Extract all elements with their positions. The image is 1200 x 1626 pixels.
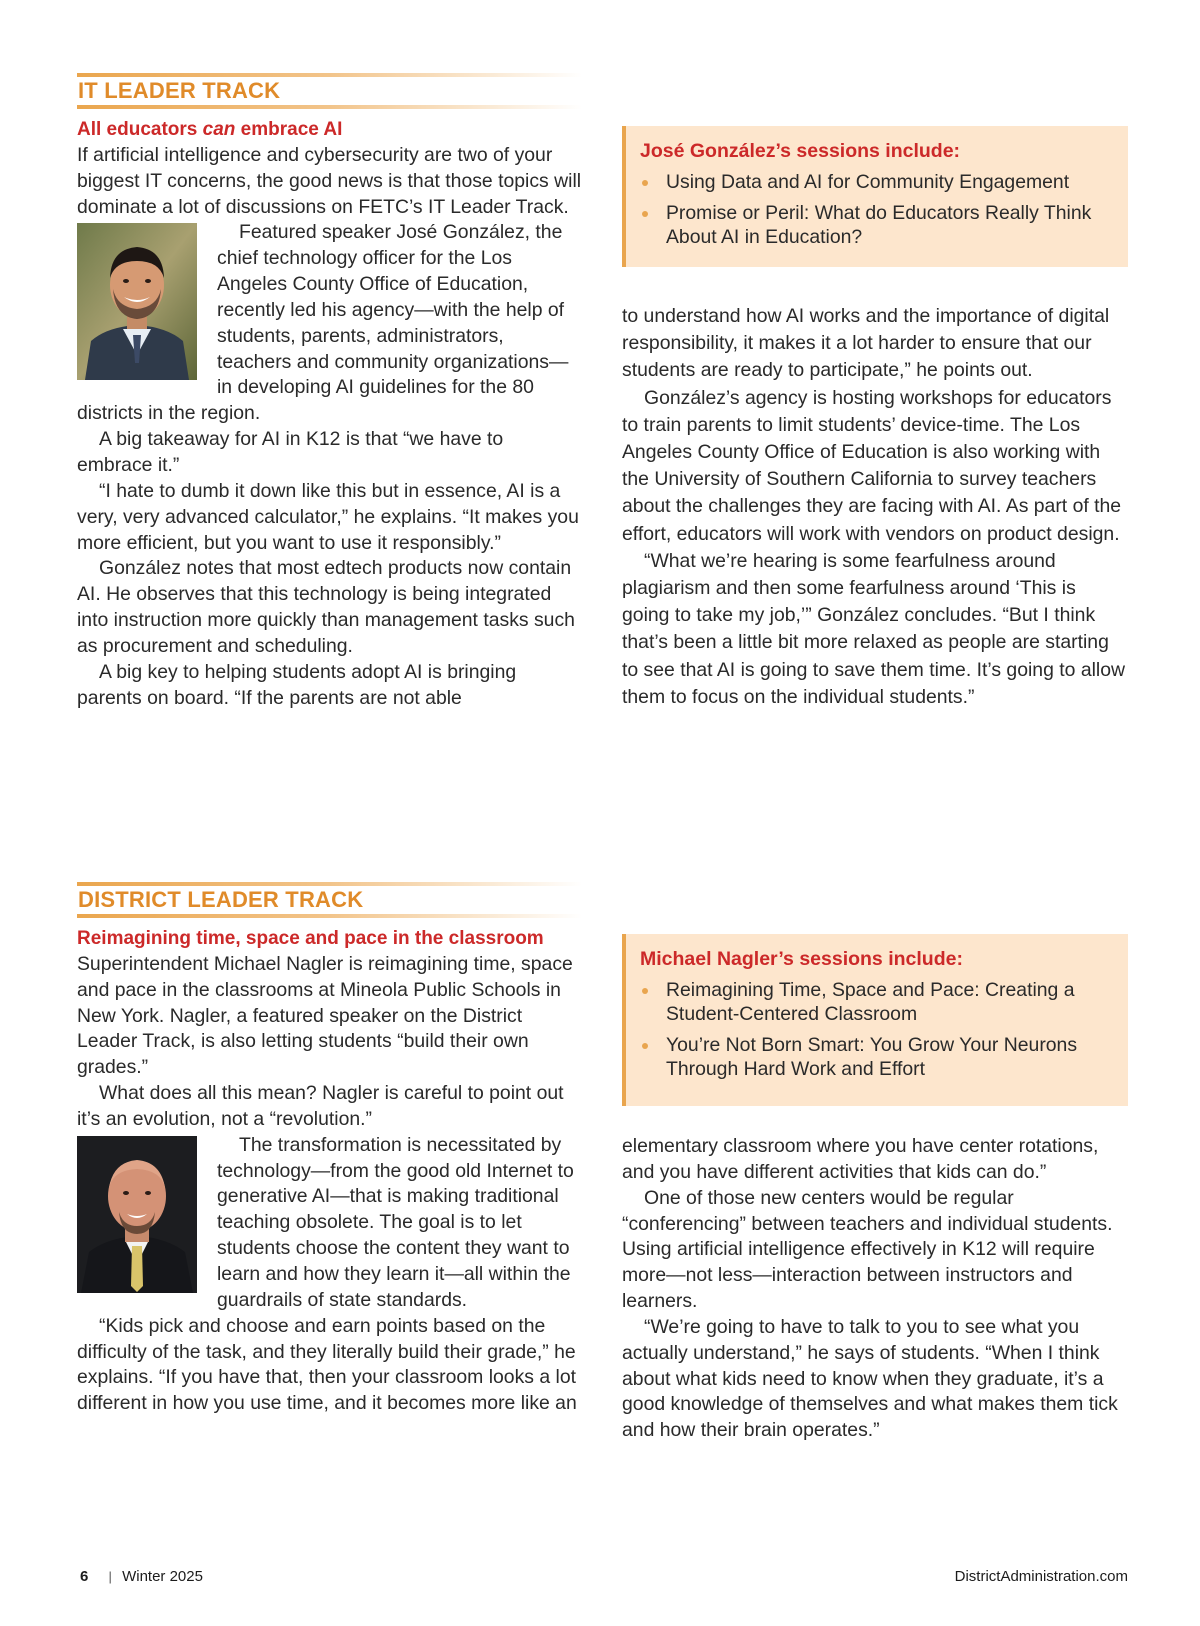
session-item — [640, 201, 1114, 249]
article-paragraph: One of those new centers would be regular “conferencing” between teachers and individual students. Using artificial intelligence effectively in K12 will require more—not less—interaction between instructors and learners. — [622, 1186, 1113, 1313]
sessions-box-title: José González’s sessions include: — [640, 140, 961, 162]
article-paragraph: “What we’re hearing is some fearfulness around plagiarism and then some fearfulness around ‘This is going to take my job,’” González concludes. “But I think that’s been a little bit more relaxed as people are starting to see that AI is going to save them time. It’s going to allow them to focus on the individual students.” — [622, 549, 1126, 708]
article-paragraph: “Kids pick and choose and earn points based on the difficulty of the task, and they literally build their grade,” he explains. “If you have that, then your classroom looks a lot different in how you use time, and it becomes more like an — [77, 1314, 577, 1415]
footer-separator: | — [108, 1569, 112, 1584]
district-track-title: DISTRICT LEADER TRACK — [78, 887, 364, 912]
district-track-left-column — [77, 882, 582, 1417]
session-title: Using Data and AI for Community Engagement — [666, 171, 1070, 193]
district-track-header — [77, 882, 582, 918]
it-track-subhead — [77, 117, 582, 143]
session-title: Promise or Peril: What do Educators Really Think About AI in Education? — [666, 202, 1092, 248]
article-paragraph: The transformation is necessitated by technology—from the good old Internet to generative AI—that is making traditional teaching obsolete. The goal is to let students choose the content they want to learn and how they learn it—all within the guardrails of state standards. — [217, 1133, 574, 1311]
michael-nagler-sessions-box — [622, 934, 1128, 1106]
session-item — [640, 170, 1114, 194]
it-track-right-column — [622, 303, 1128, 711]
michael-nagler-photo — [77, 1136, 197, 1293]
sessions-list — [640, 170, 1114, 249]
article-paragraph: González notes that most edtech products now contain AI. He observes that this technology is being integrated into instruction more quickly than management tasks such as procurement and scheduling. — [77, 557, 575, 657]
article-paragraph: A big takeaway for AI in K12 is that “we have to embrace it.” — [77, 428, 504, 476]
jose-gonzalez-sessions-box — [622, 126, 1128, 267]
page-number: 6 — [80, 1568, 89, 1585]
article-paragraph: elementary classroom where you have center rotations, and you have different activities that kids can do.” — [622, 1135, 1099, 1183]
article-paragraph: “I hate to dumb it down like this but in essence, AI is a very, very advanced calculator,” he explains. “It makes you more efficient, but you want to use it responsibly.” — [77, 479, 579, 554]
bullet-icon — [642, 1043, 648, 1049]
header-rule-bottom — [77, 914, 582, 918]
bullet-icon — [642, 211, 648, 217]
article-paragraph: If artificial intelligence and cybersecurity are two of your biggest IT concerns, the good news is that those topics will dominate a lot of discussions on FETC’s IT Leader Track. — [77, 143, 582, 218]
sessions-box-title: Michael Nagler’s sessions include: — [640, 948, 963, 970]
subhead-emphasis: can — [202, 119, 236, 140]
article-paragraph: A big key to helping students adopt AI is bringing parents on board. “If the parents are not able — [77, 660, 517, 709]
bullet-icon — [642, 180, 648, 186]
district-track-right-column — [622, 1134, 1128, 1444]
it-track-header — [77, 73, 582, 109]
it-track-left-column — [77, 73, 582, 711]
sessions-list — [640, 978, 1114, 1081]
footer-left — [80, 1568, 203, 1586]
subhead-text: embrace AI — [235, 119, 343, 140]
issue-label: Winter 2025 — [122, 1568, 203, 1585]
it-track-title: IT LEADER TRACK — [78, 78, 281, 103]
session-item — [640, 978, 1114, 1026]
jose-gonzalez-photo — [77, 223, 197, 380]
session-title: You’re Not Born Smart: You Grow Your Neurons Through Hard Work and Effort — [666, 1034, 1078, 1080]
article-paragraph: Superintendent Michael Nagler is reimagining time, space and pace in the classrooms at Mineola Public Schools in New York. Nagler, a featured speaker on the District Leader Track, is also letting students “build their own grades.” — [77, 952, 573, 1079]
header-rule-top — [77, 882, 582, 886]
subhead-text: All educators — [77, 119, 203, 140]
bullet-icon — [642, 988, 648, 994]
website-label: DistrictAdministration.com — [954, 1568, 1128, 1585]
session-title: Reimagining Time, Space and Pace: Creating a Student-Centered Classroom — [666, 979, 1075, 1025]
session-item — [640, 1033, 1114, 1081]
article-paragraph: to understand how AI works and the importance of digital responsibility, it makes it a lot harder to ensure that our students are ready to participate,” he points out. — [622, 305, 1110, 382]
article-paragraph: Featured speaker José González, the chief technology officer for the Los Angeles County Office of Education, recently led his agency—with the help of students, parents, administrators, teachers and community organizations—in developing AI guidelines for the 80 districts in the region. — [77, 221, 569, 425]
district-track-subhead: Reimagining time, space and pace in the classroom — [77, 928, 544, 949]
article-paragraph: What does all this mean? Nagler is careful to point out it’s an evolution, not a “revolution.” — [77, 1082, 564, 1130]
header-rule-bottom — [77, 105, 582, 109]
header-rule-top — [77, 73, 582, 77]
article-paragraph: González’s agency is hosting workshops for educators to train parents to limit students’ device-time. The Los Angeles County Office of Education is also working with the University of Southern California to survey teachers about the challenges they are facing with AI. As part of the effort, educators will work with vendors on product design. — [622, 386, 1122, 545]
article-paragraph: “We’re going to have to talk to you to see what you actually understand,” he says of students. “When I think about what kids need to know when they graduate, it’s a good knowledge of themselves and what makes them tick and how their brain operates.” — [622, 1315, 1118, 1442]
